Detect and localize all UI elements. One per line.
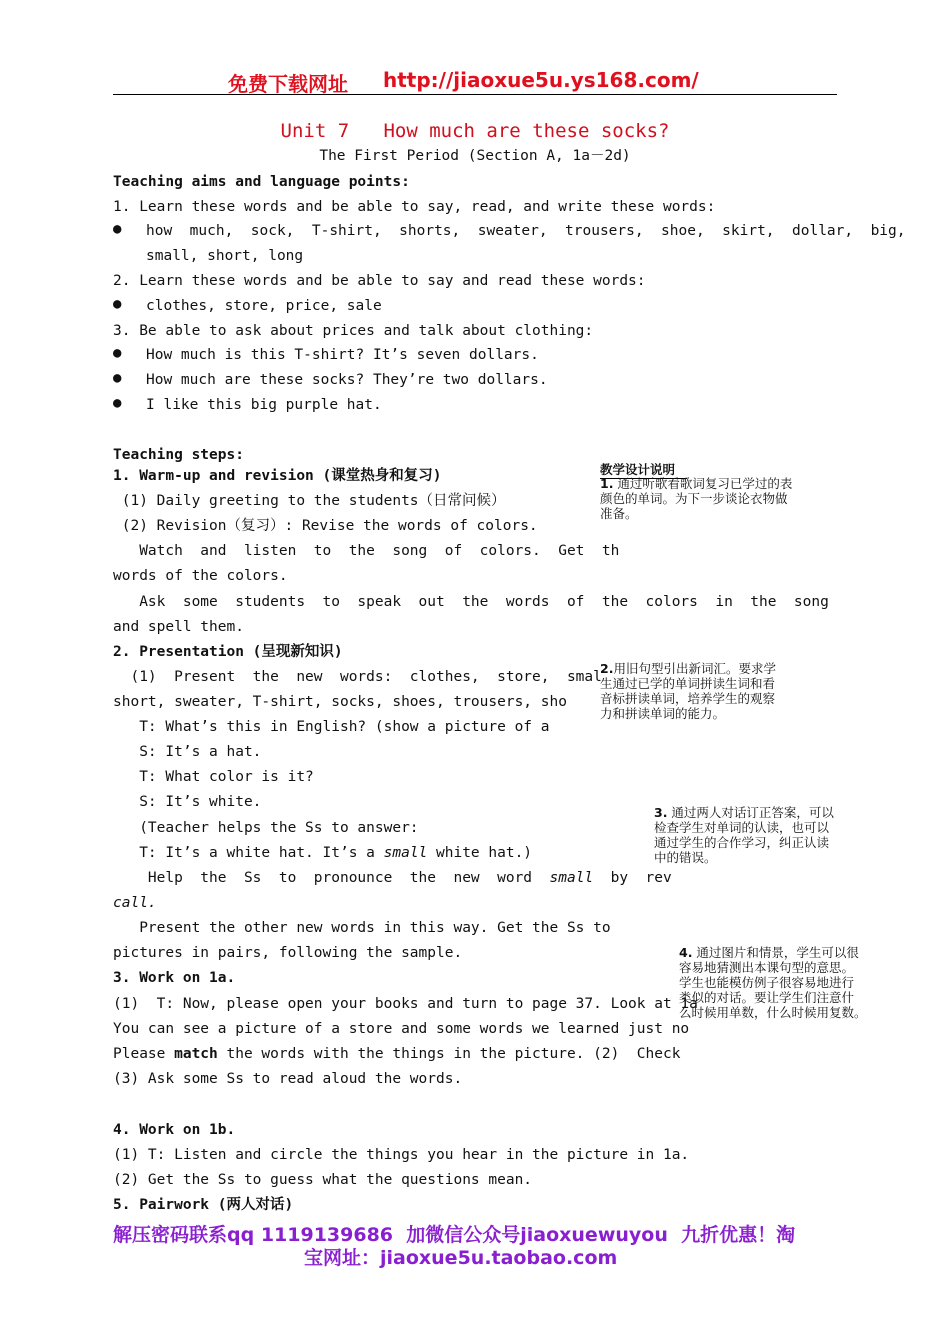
aims-item-3-sentence-1: How much is this T-shirt? It’s seven dollars. xyxy=(146,347,539,363)
note-4-number: 4. xyxy=(679,945,693,960)
step-4-line-b: (2) Get the Ss to guess what the questions mean. xyxy=(113,1172,533,1188)
step-1-line-f: and spell them. xyxy=(113,619,244,635)
note-4-line-4: 类似的对话。要让学生们注意什 xyxy=(679,990,855,1005)
step-3-line-b: You can see a picture of a store and some words we learned just no xyxy=(113,1021,690,1037)
step-2-line-f: S: It’s white. xyxy=(113,794,262,810)
step-3-line-c-pre: Please xyxy=(113,1046,175,1062)
step-1-line-c: Watch and listen to the song of colors. Get th xyxy=(113,543,620,559)
note-2-line-4: 力和拼读单词的能力。 xyxy=(600,706,726,721)
footer-line-1: 解压密码联系qq 1119139686 加微信公众号jiaoxuewuyou 九折优惠！淘 xyxy=(113,1224,796,1246)
step-2-line-h xyxy=(113,843,532,863)
note-3-line-1 xyxy=(654,805,879,820)
note-1-line-2: 颜色的单词。为下一步谈论衣物做 xyxy=(600,491,788,506)
step-2-line-d: S: It’s a hat. xyxy=(113,744,262,760)
step-2-line-h-post: white hat.) xyxy=(427,845,533,861)
note-1-number: 1. xyxy=(600,476,614,491)
note-2-line-3: 音标拼读单词，培养学生的观察 xyxy=(600,691,776,706)
note-4-line-5: 么时候用单数，什么时候用复数。 xyxy=(679,1005,867,1020)
notes-heading: 教学设计说明 xyxy=(600,460,687,479)
step-1-line-e: Ask some students to speak out the words of the colors in the song xyxy=(113,594,829,610)
step-2-line-e: T: What color is it? xyxy=(113,769,314,785)
aims-item-1-words-a: how much, sock, T-shirt, shorts, sweater, trousers, shoe, skirt, dollar, big, xyxy=(146,223,906,239)
note-2 xyxy=(600,661,825,721)
aims-item-2-words: clothes, store, price, sale xyxy=(146,298,382,314)
step-1-line-a: (1) Daily greeting to the students（日常问候） xyxy=(113,493,506,509)
step-1-line-b: (2) Revision（复习）: Revise the words of colors. xyxy=(113,518,538,534)
note-3-text: 通过两人对话订正答案，可以 xyxy=(667,805,834,820)
header-site-label: 免费下载网址 xyxy=(228,72,348,96)
note-2-line-1 xyxy=(600,661,825,676)
step-2-line-i-pre: Help the Ss to pronounce the new word xyxy=(113,870,550,886)
note-4-text: 通过图片和情景，学生可以很 xyxy=(692,945,859,960)
step-2-line-i xyxy=(113,868,672,888)
step-4-line-a: (1) T: Listen and circle the things you hear in the picture in 1a. xyxy=(113,1147,690,1163)
note-3-line-4: 中的错误。 xyxy=(654,850,717,865)
header-divider xyxy=(113,94,837,95)
bullet-icon: ● xyxy=(113,370,122,386)
step-2-line-h-pre: T: It’s a white hat. It’s a xyxy=(113,845,384,861)
note-2-number: 2. xyxy=(600,661,614,676)
step-4-title: 4. Work on 1b. xyxy=(113,1122,236,1138)
aims-item-2: 2. Learn these words and be able to say and read these words: xyxy=(113,273,646,289)
page-title: Unit 7 How much are these socks? xyxy=(280,120,670,142)
step-2-line-a: (1) Present the new words: clothes, store, smal xyxy=(113,669,602,685)
step-1-line-d: words of the colors. xyxy=(113,568,288,584)
note-4 xyxy=(679,945,894,1020)
note-1-line-1 xyxy=(600,476,825,491)
note-3-line-2: 检查学生对单词的认读，也可以 xyxy=(654,820,830,835)
step-3-line-c-post: the words with the things in the picture. (2) Check xyxy=(217,1046,681,1062)
note-3-line-3: 通过学生的合作学习，纠正认读 xyxy=(654,835,830,850)
step-3-line-d: (3) Ask some Ss to read aloud the words. xyxy=(113,1071,463,1087)
aims-item-3-sentence-2: How much are these socks? They’re two dollars. xyxy=(146,372,548,388)
step-2-line-k: Present the other new words in this way. Get the Ss to xyxy=(113,920,611,936)
bullet-icon: ● xyxy=(113,345,122,361)
step-2-line-i-italic: small xyxy=(549,870,594,886)
bullet-icon: ● xyxy=(113,221,122,237)
step-2-line-l: pictures in pairs, following the sample. xyxy=(113,945,463,961)
step-2-title: 2. Presentation (呈现新知识) xyxy=(113,644,343,660)
step-2-line-j: call. xyxy=(113,895,157,911)
note-4-line-3: 学生也能模仿例子很容易地进行 xyxy=(679,975,855,990)
aims-item-1-words-b: small, short, long xyxy=(146,248,304,264)
header-site-url[interactable]: http://jiaoxue5u.ys168.com/ xyxy=(383,68,699,92)
note-1-line-3: 准备。 xyxy=(600,506,638,521)
note-2-text: 用旧句型引出新词汇。要求学 xyxy=(613,661,776,676)
step-3-title: 3. Work on 1a. xyxy=(113,970,236,986)
step-3-line-c xyxy=(113,1044,680,1064)
footer-line-2[interactable]: 宝网址：jiaoxue5u.taobao.com xyxy=(304,1247,618,1269)
note-3-number: 3. xyxy=(654,805,668,820)
step-1-title: 1. Warm-up and revision (课堂热身和复习) xyxy=(113,468,442,484)
note-2-line-2: 生通过已学的单词拼读生词和看 xyxy=(600,676,776,691)
step-2-line-h-italic: small xyxy=(383,845,428,861)
bullet-icon: ● xyxy=(113,395,122,411)
note-4-line-2: 容易地猜测出本课句型的意思。 xyxy=(679,960,855,975)
step-2-line-g: (Teacher helps the Ss to answer: xyxy=(113,820,419,836)
aims-heading: Teaching aims and language points: xyxy=(113,174,410,190)
step-2-line-i-post: by rev xyxy=(593,870,672,886)
bullet-icon: ● xyxy=(113,296,122,312)
page-subtitle: The First Period (Section A, 1a－2d) xyxy=(319,148,631,164)
step-3-line-c-bold: match xyxy=(174,1046,218,1062)
note-1 xyxy=(600,476,825,521)
aims-item-3: 3. Be able to ask about prices and talk about clothing: xyxy=(113,323,594,339)
steps-heading: Teaching steps: xyxy=(113,447,244,463)
note-3 xyxy=(654,805,879,865)
note-1-text: 通过听歌看歌词复习已学过的表 xyxy=(613,476,793,491)
aims-item-1: 1. Learn these words and be able to say, read, and write these words: xyxy=(113,199,716,215)
step-5-title: 5. Pairwork (两人对话) xyxy=(113,1197,294,1213)
note-4-line-1 xyxy=(679,945,894,960)
aims-item-3-sentence-3: I like this big purple hat. xyxy=(146,397,382,413)
step-2-line-b: short, sweater, T-shirt, socks, shoes, trousers, sho xyxy=(113,694,567,710)
step-3-line-a: (1) T: Now, please open your books and turn to page 37. Look at 1a xyxy=(113,996,698,1012)
step-2-line-c: T: What’s this in English? (show a picture of a xyxy=(113,719,550,735)
